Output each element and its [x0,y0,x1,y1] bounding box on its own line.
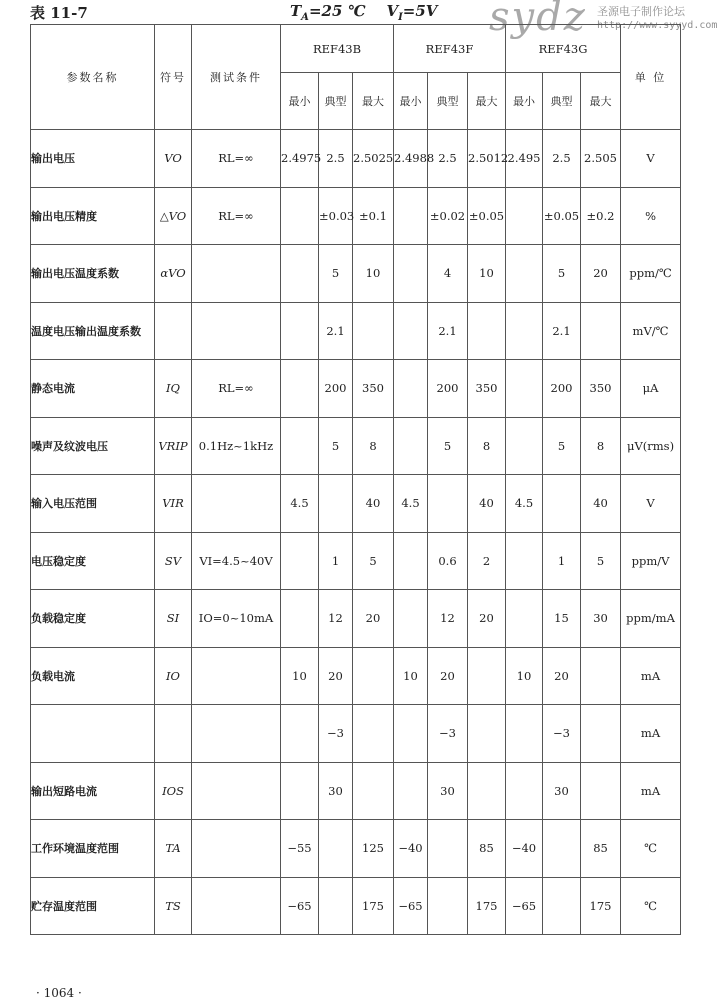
value-cell: 4.5 [281,475,319,533]
value-cell [394,590,428,648]
table-row [31,647,681,705]
test-condition-cell: 0.1Hz~1kHz [192,417,281,475]
value-cell [281,360,319,418]
value-cell: 350 [353,360,394,418]
ta-value: =25 ℃ [308,2,366,20]
value-cell: ±0.03 [319,187,353,245]
watermark-logo: sydz [489,0,587,40]
unit-cell: ℃ [621,820,681,878]
value-cell: 0.6 [428,532,468,590]
value-cell [506,762,543,820]
table-row [31,762,681,820]
param-name-cell: 贮存温度范围 [31,877,155,935]
header-unit: 单 位 [621,25,681,130]
value-cell [394,417,428,475]
page-number: · 1064 · [36,986,82,1000]
value-cell [581,705,621,763]
value-cell: 20 [581,245,621,303]
value-cell: 2.1 [428,302,468,360]
symbol-cell: IO [155,647,192,705]
header-test-cond: 测试条件 [192,25,281,130]
value-cell: 2.5 [543,130,581,188]
value-cell: 8 [353,417,394,475]
test-condition-cell: RL=∞ [192,187,281,245]
value-cell: 20 [353,590,394,648]
param-name-cell: 输出电压 [31,130,155,188]
value-cell [394,302,428,360]
value-cell: −65 [281,877,319,935]
unit-cell: ppm/℃ [621,245,681,303]
value-cell: 30 [428,762,468,820]
unit-cell: mA [621,705,681,763]
table-row [31,877,681,935]
table-row [31,590,681,648]
param-name-cell: 电压稳定度 [31,532,155,590]
table-row [31,532,681,590]
value-cell: −3 [319,705,353,763]
value-cell: 350 [468,360,506,418]
value-cell [353,762,394,820]
value-cell [394,187,428,245]
value-cell: 2.5012 [468,130,506,188]
value-cell: 8 [581,417,621,475]
unit-cell: mV/℃ [621,302,681,360]
value-cell: ±0.05 [468,187,506,245]
value-cell [281,245,319,303]
value-cell: 4.5 [506,475,543,533]
test-condition-cell [192,475,281,533]
symbol-cell: αVO [155,245,192,303]
value-cell: 20 [543,647,581,705]
value-cell [581,302,621,360]
header-param-name: 参数名称 [31,25,155,130]
value-cell: 10 [506,647,543,705]
value-cell [468,762,506,820]
vi-symbol: V [386,2,399,20]
header-sub-typ: 典型 [543,73,581,130]
value-cell: 2.495 [506,130,543,188]
value-cell [281,417,319,475]
unit-cell: ppm/V [621,532,681,590]
value-cell [428,820,468,878]
table-row [31,360,681,418]
value-cell [468,705,506,763]
value-cell: 2.505 [581,130,621,188]
param-name-cell [31,705,155,763]
value-cell: −40 [506,820,543,878]
value-cell: 5 [543,245,581,303]
value-cell [394,360,428,418]
header-sub-max: 最大 [581,73,621,130]
unit-cell: mA [621,762,681,820]
header-symbol: 符号 [155,25,192,130]
value-cell: 200 [428,360,468,418]
unit-cell: μV(rms) [621,417,681,475]
symbol-cell: SV [155,532,192,590]
param-name-cell: 静态电流 [31,360,155,418]
header-model-ref43b: REF43B [281,25,394,73]
value-cell: −3 [543,705,581,763]
value-cell [319,820,353,878]
symbol-cell: IOS [155,762,192,820]
value-cell [281,762,319,820]
symbol-cell: IQ [155,360,192,418]
value-cell [543,820,581,878]
table-row [31,302,681,360]
value-cell: 175 [468,877,506,935]
value-cell [506,245,543,303]
value-cell: 10 [394,647,428,705]
header-sub-typ: 典型 [319,73,353,130]
value-cell [281,187,319,245]
value-cell: 12 [428,590,468,648]
spec-table [30,24,681,935]
table-row [31,820,681,878]
value-cell: 5 [353,532,394,590]
value-cell: 85 [468,820,506,878]
value-cell: 5 [543,417,581,475]
value-cell: 40 [353,475,394,533]
value-cell: ±0.02 [428,187,468,245]
table-row [31,187,681,245]
value-cell: 2 [468,532,506,590]
test-condition-cell [192,705,281,763]
value-cell [506,532,543,590]
value-cell [281,705,319,763]
value-cell: 10 [468,245,506,303]
test-condition-cell [192,647,281,705]
unit-cell: V [621,130,681,188]
header-model-ref43f: REF43F [394,25,506,73]
header-sub-max: 最大 [353,73,394,130]
header-sub-min: 最小 [506,73,543,130]
table-row [31,245,681,303]
value-cell [394,762,428,820]
value-cell: 125 [353,820,394,878]
param-name-cell: 输入电压范围 [31,475,155,533]
ta-subscript: A [301,12,309,23]
value-cell: −65 [506,877,543,935]
value-cell: 1 [543,532,581,590]
value-cell: 4.5 [394,475,428,533]
value-cell: 30 [543,762,581,820]
header-row-models [31,25,681,73]
watermark-site-name: 圣源电子制作论坛 [597,5,685,18]
value-cell [353,647,394,705]
value-cell [319,877,353,935]
value-cell: 5 [319,417,353,475]
value-cell [506,187,543,245]
value-cell: 8 [468,417,506,475]
symbol-cell: TA [155,820,192,878]
value-cell [281,532,319,590]
value-cell [543,475,581,533]
value-cell: −55 [281,820,319,878]
test-condition-cell [192,245,281,303]
value-cell: 4 [428,245,468,303]
value-cell [394,532,428,590]
table-caption: 表 11-7 [30,4,88,22]
value-cell: 30 [319,762,353,820]
value-cell: 5 [428,417,468,475]
test-condition-cell: RL=∞ [192,130,281,188]
symbol-cell [155,302,192,360]
value-cell: −3 [428,705,468,763]
test-condition-cell [192,762,281,820]
value-cell: ±0.1 [353,187,394,245]
watermark-url: http://www.syyyd.com [597,20,717,31]
value-cell: 20 [468,590,506,648]
value-cell [543,877,581,935]
value-cell: 85 [581,820,621,878]
value-cell [468,647,506,705]
value-cell: 2.5 [319,130,353,188]
value-cell: 175 [353,877,394,935]
unit-cell: % [621,187,681,245]
value-cell: 40 [468,475,506,533]
value-cell: 5 [581,532,621,590]
value-cell: 350 [581,360,621,418]
value-cell: 175 [581,877,621,935]
value-cell [319,475,353,533]
value-cell [506,302,543,360]
value-cell [581,647,621,705]
value-cell: 12 [319,590,353,648]
value-cell: −40 [394,820,428,878]
test-condition-cell: IO=0~10mA [192,590,281,648]
value-cell: 10 [281,647,319,705]
value-cell: −65 [394,877,428,935]
table-row [31,130,681,188]
value-cell [394,705,428,763]
unit-cell: mA [621,647,681,705]
value-cell: 2.1 [319,302,353,360]
test-condition-cell: VI=4.5~40V [192,532,281,590]
value-cell [428,475,468,533]
test-conditions [290,2,437,23]
value-cell: 15 [543,590,581,648]
header-sub-typ: 典型 [428,73,468,130]
value-cell: 30 [581,590,621,648]
symbol-cell: △VO [155,187,192,245]
unit-cell: μA [621,360,681,418]
value-cell: 2.1 [543,302,581,360]
value-cell: 2.4988 [394,130,428,188]
table-row [31,417,681,475]
param-name-cell: 输出短路电流 [31,762,155,820]
symbol-cell: VRIP [155,417,192,475]
param-name-cell: 输出电压温度系数 [31,245,155,303]
unit-cell: ℃ [621,877,681,935]
table-row [31,475,681,533]
value-cell [428,877,468,935]
header-sub-max: 最大 [468,73,506,130]
unit-cell: ppm/mA [621,590,681,648]
value-cell: 10 [353,245,394,303]
value-cell [281,302,319,360]
value-cell [506,705,543,763]
param-name-cell: 温度电压输出温度系数 [31,302,155,360]
header-model-ref43g: REF43G [506,25,621,73]
param-name-cell: 工作环境温度范围 [31,820,155,878]
value-cell: 2.5025 [353,130,394,188]
param-name-cell: 噪声及纹波电压 [31,417,155,475]
param-name-cell: 负载电流 [31,647,155,705]
param-name-cell: 负载稳定度 [31,590,155,648]
value-cell: 1 [319,532,353,590]
value-cell: 2.5 [428,130,468,188]
value-cell [281,590,319,648]
value-cell [506,417,543,475]
test-condition-cell [192,302,281,360]
ta-symbol: T [290,2,302,20]
value-cell: 20 [428,647,468,705]
value-cell [506,360,543,418]
value-cell: 5 [319,245,353,303]
test-condition-cell: RL=∞ [192,360,281,418]
vi-value: =5V [402,2,438,20]
value-cell [353,302,394,360]
vi-subscript: I [398,12,403,23]
value-cell [394,245,428,303]
table-row [31,705,681,763]
header-sub-min: 最小 [281,73,319,130]
value-cell: 20 [319,647,353,705]
header-sub-min: 最小 [394,73,428,130]
symbol-cell [155,705,192,763]
value-cell [468,302,506,360]
value-cell [581,762,621,820]
param-name-cell: 输出电压精度 [31,187,155,245]
value-cell: 200 [543,360,581,418]
value-cell: 200 [319,360,353,418]
value-cell [353,705,394,763]
value-cell: 40 [581,475,621,533]
test-condition-cell [192,820,281,878]
value-cell [506,590,543,648]
test-condition-cell [192,877,281,935]
value-cell: ±0.05 [543,187,581,245]
symbol-cell: VIR [155,475,192,533]
symbol-cell: TS [155,877,192,935]
symbol-cell: SI [155,590,192,648]
unit-cell: V [621,475,681,533]
symbol-cell: VO [155,130,192,188]
value-cell: 2.4975 [281,130,319,188]
value-cell: ±0.2 [581,187,621,245]
